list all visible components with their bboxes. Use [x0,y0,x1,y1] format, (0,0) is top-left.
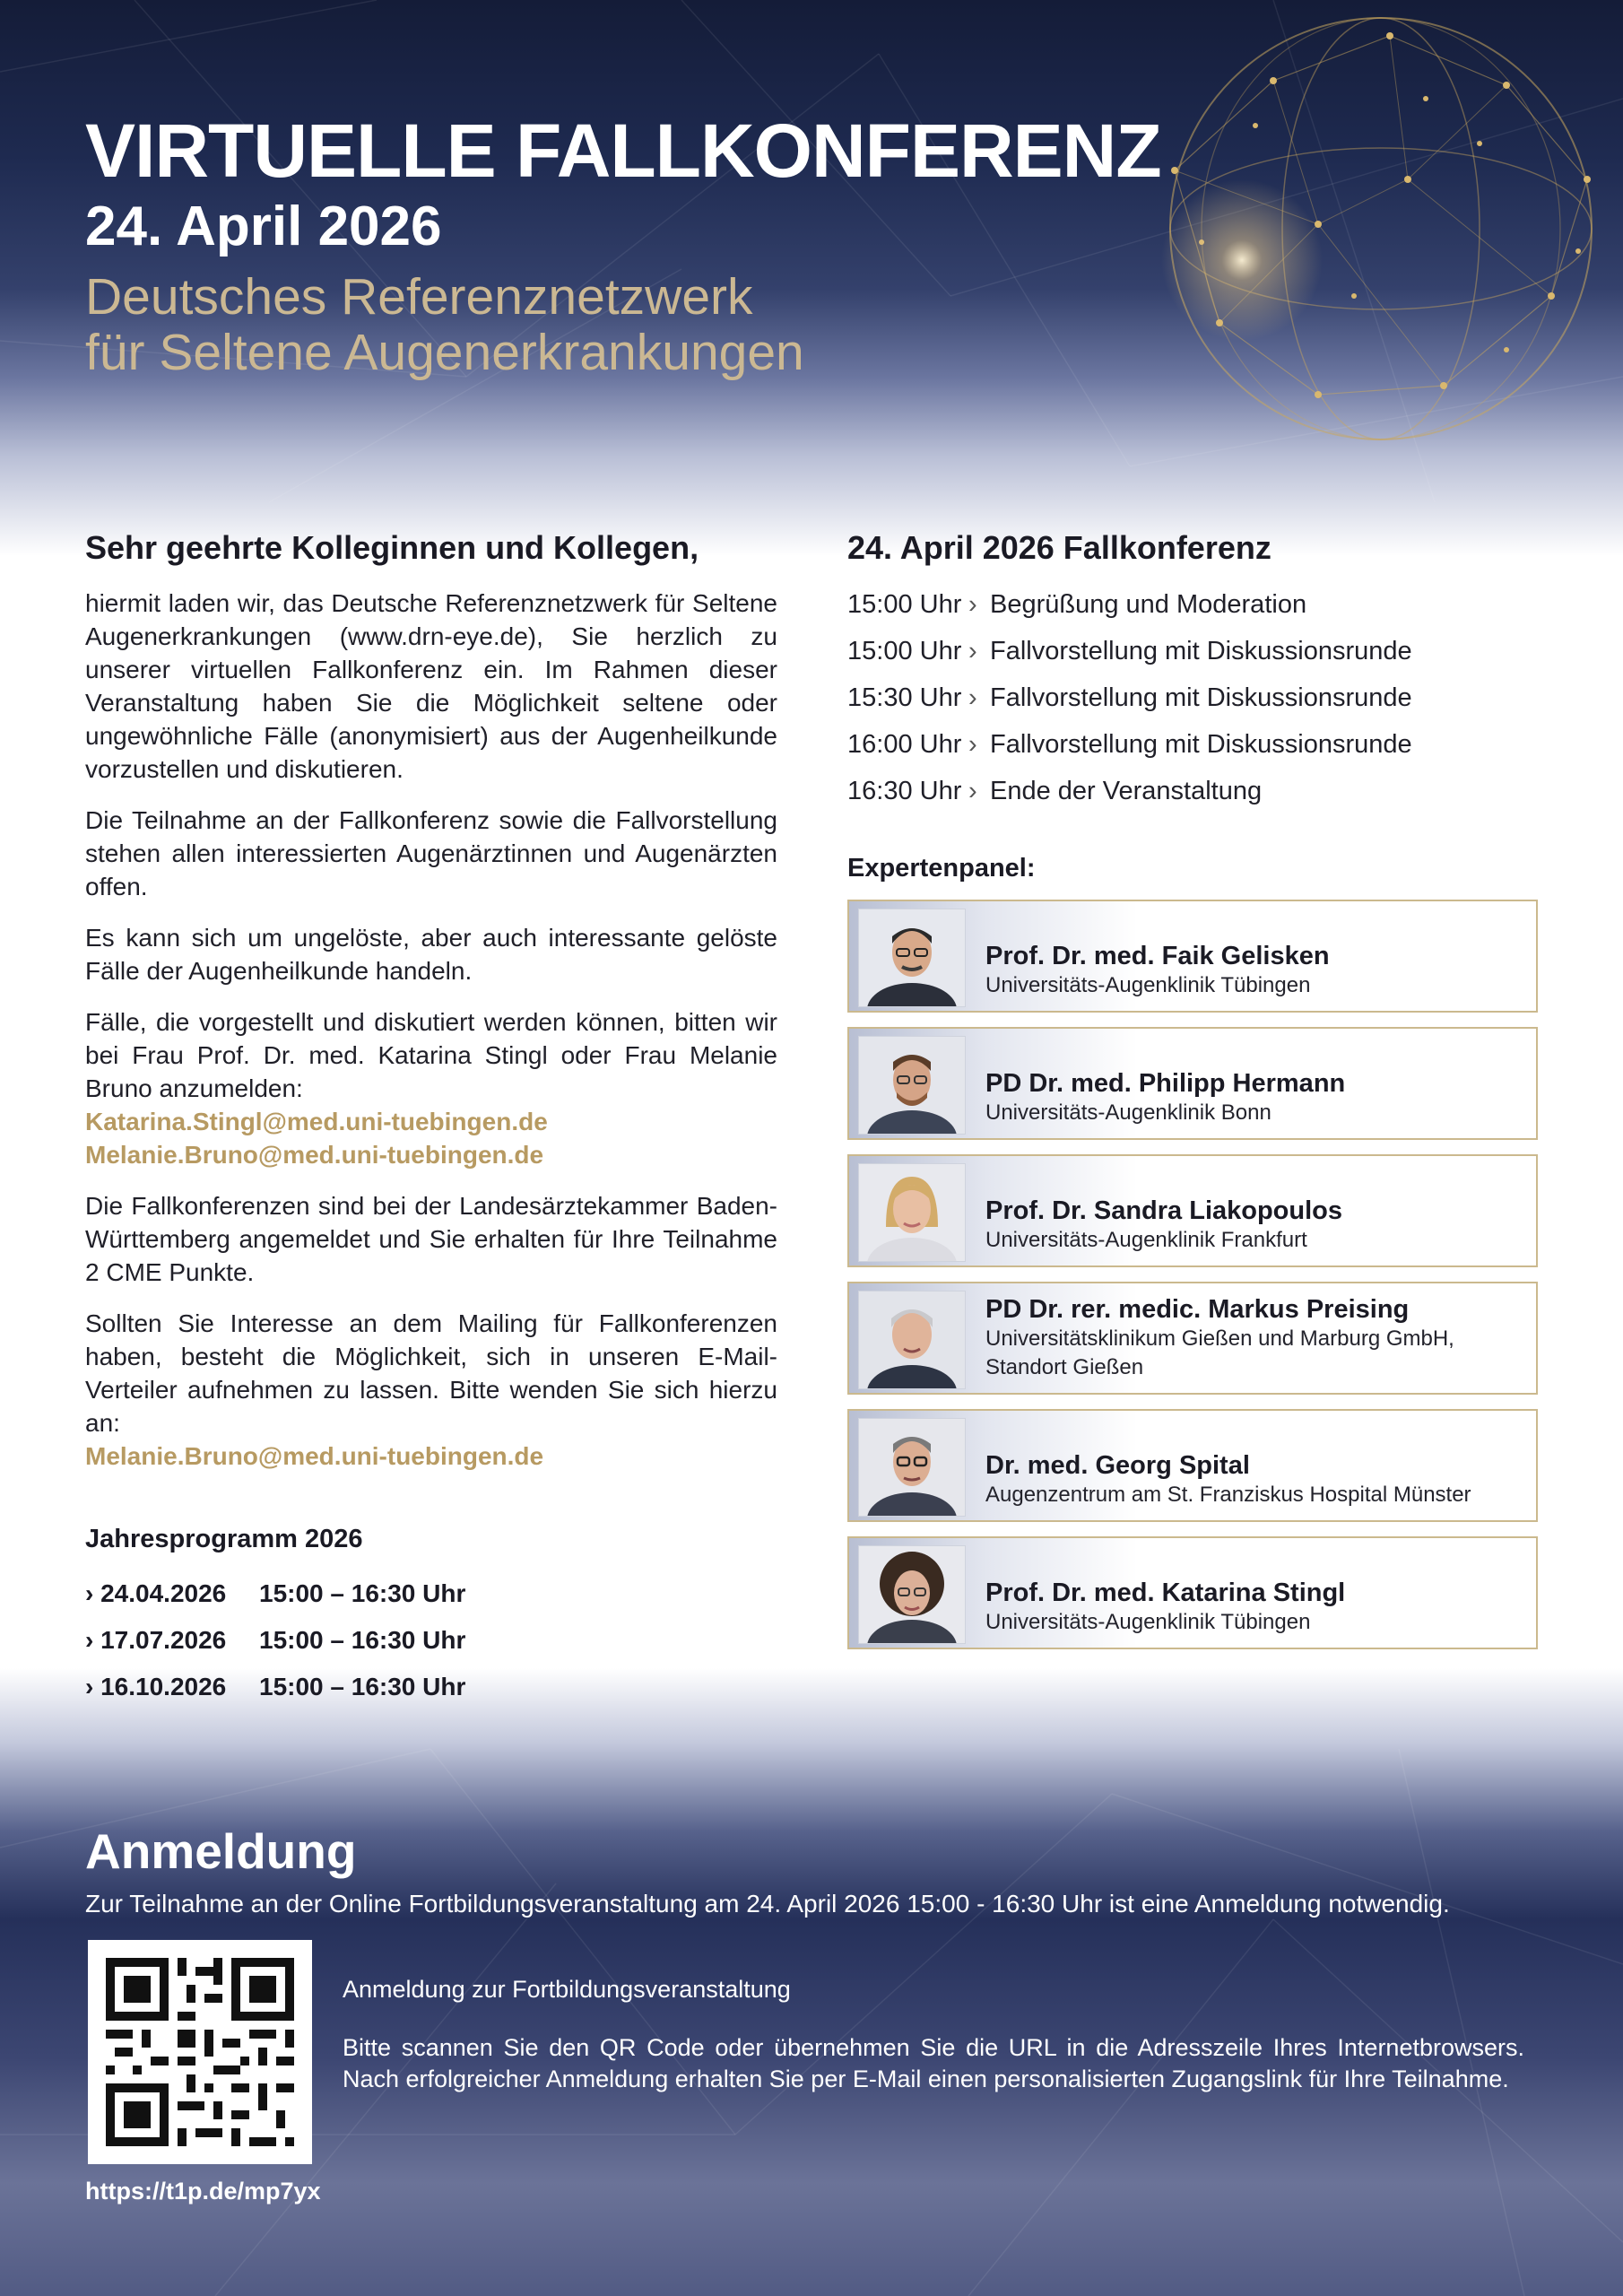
program-time: 15:00 Uhr [847,637,962,665]
program-row [847,581,1538,628]
expert-name: Prof. Dr. Sandra Liakopoulos [985,1196,1343,1225]
letter-paragraph-6 [85,1307,777,1473]
network-subtitle [85,269,804,380]
expert-card-text [985,1294,1523,1382]
greeting: Sehr geehrte Kolleginnen und Kollegen, [85,529,699,566]
expert-name: Dr. med. Georg Spital [985,1451,1250,1480]
annual-program-title: Jahresprogramm 2026 [85,1525,363,1553]
letter-paragraph-4 [85,1005,777,1171]
program-row [847,768,1538,814]
program-time: 16:00 Uhr [847,730,962,759]
program-time: 15:30 Uhr [847,683,962,712]
expert-name: PD Dr. med. Philipp Hermann [985,1069,1346,1098]
annual-program-row [85,1570,777,1617]
letter-paragraph-4-text: Fälle, die vorgestellt und diskutiert werden können, bitten wir bei Frau Prof. Dr. med. Katarina Stingl oder Frau Melanie Bruno anzumelden: [85,1008,777,1102]
letter-paragraph-1: hiermit laden wir, das Deutsche Referenznetzwerk für Seltene Augenerkrankungen (www.drn-eye.de), Sie herzlich zu unserer virtuellen Fallkonferenz ein. Im Rahmen dieser Veranstaltung haben Sie die Möglichkeit seltene oder ungewöhnliche Fälle (anonymisiert) aus der Augenheilkunde vorzustellen und diskutieren. [85,589,777,783]
expert-card [847,1409,1538,1522]
chevron-right-icon: › [968,683,977,712]
letter-paragraph-3: Es kann sich um ungelöste, aber auch interessante gelöste Fälle der Augenheilkunde handeln. [85,924,777,985]
program-item: Fallvorstellung mit Diskussionsrunde [990,730,1412,759]
expert-card [847,1027,1538,1140]
expert-portrait-avatar [858,1545,966,1644]
annual-program-row [85,1617,777,1664]
program-item: Fallvorstellung mit Diskussionsrunde [990,683,1412,712]
expert-card [847,1536,1538,1649]
letter-paragraph-6-text: Sollten Sie Interesse an dem Mailing für Fallkonferenzen haben, besteht die Möglichkeit, sich in unseren E-Mail-Verteiler aufnehmen zu lassen. Bitte wenden Sie sich hierzu an: [85,1309,777,1437]
annual-time: 15:00 – 16:30 Uhr [259,1579,466,1607]
expert-institution: Universitäts-Augenklinik Frankfurt [985,1228,1307,1252]
expert-card [847,1282,1538,1395]
event-date: 24. April 2026 [85,196,442,257]
chevron-right-icon: › [968,777,977,805]
annual-date: › 24.04.2026 [85,1579,227,1607]
program-column [847,529,1538,1664]
letter-paragraph-2: Die Teilnahme an der Fallkonferenz sowie die Fallvorstellung stehen allen interessierten Augenärztinnen und Augenärzten offen. [85,806,777,900]
expert-institution: Universitäts-Augenklinik Tübingen [985,973,1311,997]
annual-time: 15:00 – 16:30 Uhr [259,1626,466,1654]
chevron-right-icon: › [968,730,977,759]
annual-time: 15:00 – 16:30 Uhr [259,1673,466,1700]
expert-portrait-avatar [858,1291,966,1389]
expert-card [847,1154,1538,1267]
program-row [847,674,1538,721]
program-item: Fallvorstellung mit Diskussionsrunde [990,637,1412,665]
expert-panel-title: Expertenpanel: [847,854,1036,883]
program-row [847,628,1538,674]
letter-paragraph-5: Die Fallkonferenzen sind bei der Landesärztekammer Baden-Württemberg angemeldet und Sie erhalten für Ihre Teilnahme 2 CME Punkte. [85,1192,777,1286]
subtitle-line-1: Deutsches Referenznetzwerk [85,268,753,326]
registration-qr-code[interactable] [88,1940,312,2164]
annual-date: › 17.07.2026 [85,1626,227,1654]
registration-title: Anmeldung [85,1823,357,1879]
expert-portrait-avatar [858,1036,966,1135]
expert-name: PD Dr. rer. medic. Markus Preising [985,1295,1410,1324]
registration-url[interactable]: https://t1p.de/mp7yx [85,2178,321,2205]
email-link-stingl[interactable]: Katarina.Stingl@med.uni-tuebingen.de [85,1108,548,1135]
expert-name: Prof. Dr. med. Faik Gelisken [985,942,1330,970]
expert-card-text [985,1068,1523,1127]
annual-date: › 16.10.2026 [85,1673,227,1700]
expert-institution: Universitäts-Augenklinik Bonn [985,1100,1271,1125]
registration-text: Bitte scannen Sie den QR Code oder übernehmen Sie die URL in die Adresszeile Ihres Internetbrowsers. Nach erfolgreicher Anmeldung erhalten Sie per E-Mail einen personalisierten Zugangslink für Ihre Teilnahme. [343,2034,1524,2092]
program-time: 15:00 Uhr [847,590,962,619]
expert-card-text [985,1450,1523,1509]
expert-card-text [985,1196,1523,1255]
page-title: VIRTUELLE FALLKONFERENZ [85,109,1161,193]
program-row [847,721,1538,768]
annual-program-row [85,1664,777,1710]
expert-card-text [985,1578,1523,1637]
expert-name: Prof. Dr. med. Katarina Stingl [985,1578,1346,1607]
chevron-right-icon: › [968,637,977,665]
program-item: Begrüßung und Moderation [990,590,1307,619]
program-time: 16:30 Uhr [847,777,962,805]
email-link-bruno[interactable]: Melanie.Bruno@med.uni-tuebingen.de [85,1141,544,1169]
expert-card [847,900,1538,1013]
expert-portrait-avatar [858,1163,966,1262]
expert-card-text [985,941,1523,1000]
invitation-letter [85,529,777,1710]
expert-portrait-avatar [858,1418,966,1517]
registration-instructions [343,1976,1524,2095]
email-link-bruno-mailing[interactable]: Melanie.Bruno@med.uni-tuebingen.de [85,1442,544,1470]
program-item: Ende der Veranstaltung [990,777,1263,805]
expert-institution: Augenzentrum am St. Franziskus Hospital Münster [985,1483,1471,1507]
expert-institution: Universitätsklinikum Gießen und Marburg GmbH, Standort Gießen [985,1326,1454,1379]
program-title: 24. April 2026 Fallkonferenz [847,529,1271,566]
expert-institution: Universitäts-Augenklinik Tübingen [985,1610,1311,1634]
gold-globe-graphic [1121,0,1623,466]
chevron-right-icon: › [968,590,977,619]
registration-label: Anmeldung zur Fortbildungsveranstaltung [343,1976,791,2003]
registration-info: Zur Teilnahme an der Online Fortbildungsveranstaltung am 24. April 2026 15:00 - 16:30 Uhr ist eine Anmeldung notwendig. [85,1890,1450,1918]
expert-portrait-avatar [858,909,966,1007]
subtitle-line-2: für Seltene Augenerkrankungen [85,324,804,381]
